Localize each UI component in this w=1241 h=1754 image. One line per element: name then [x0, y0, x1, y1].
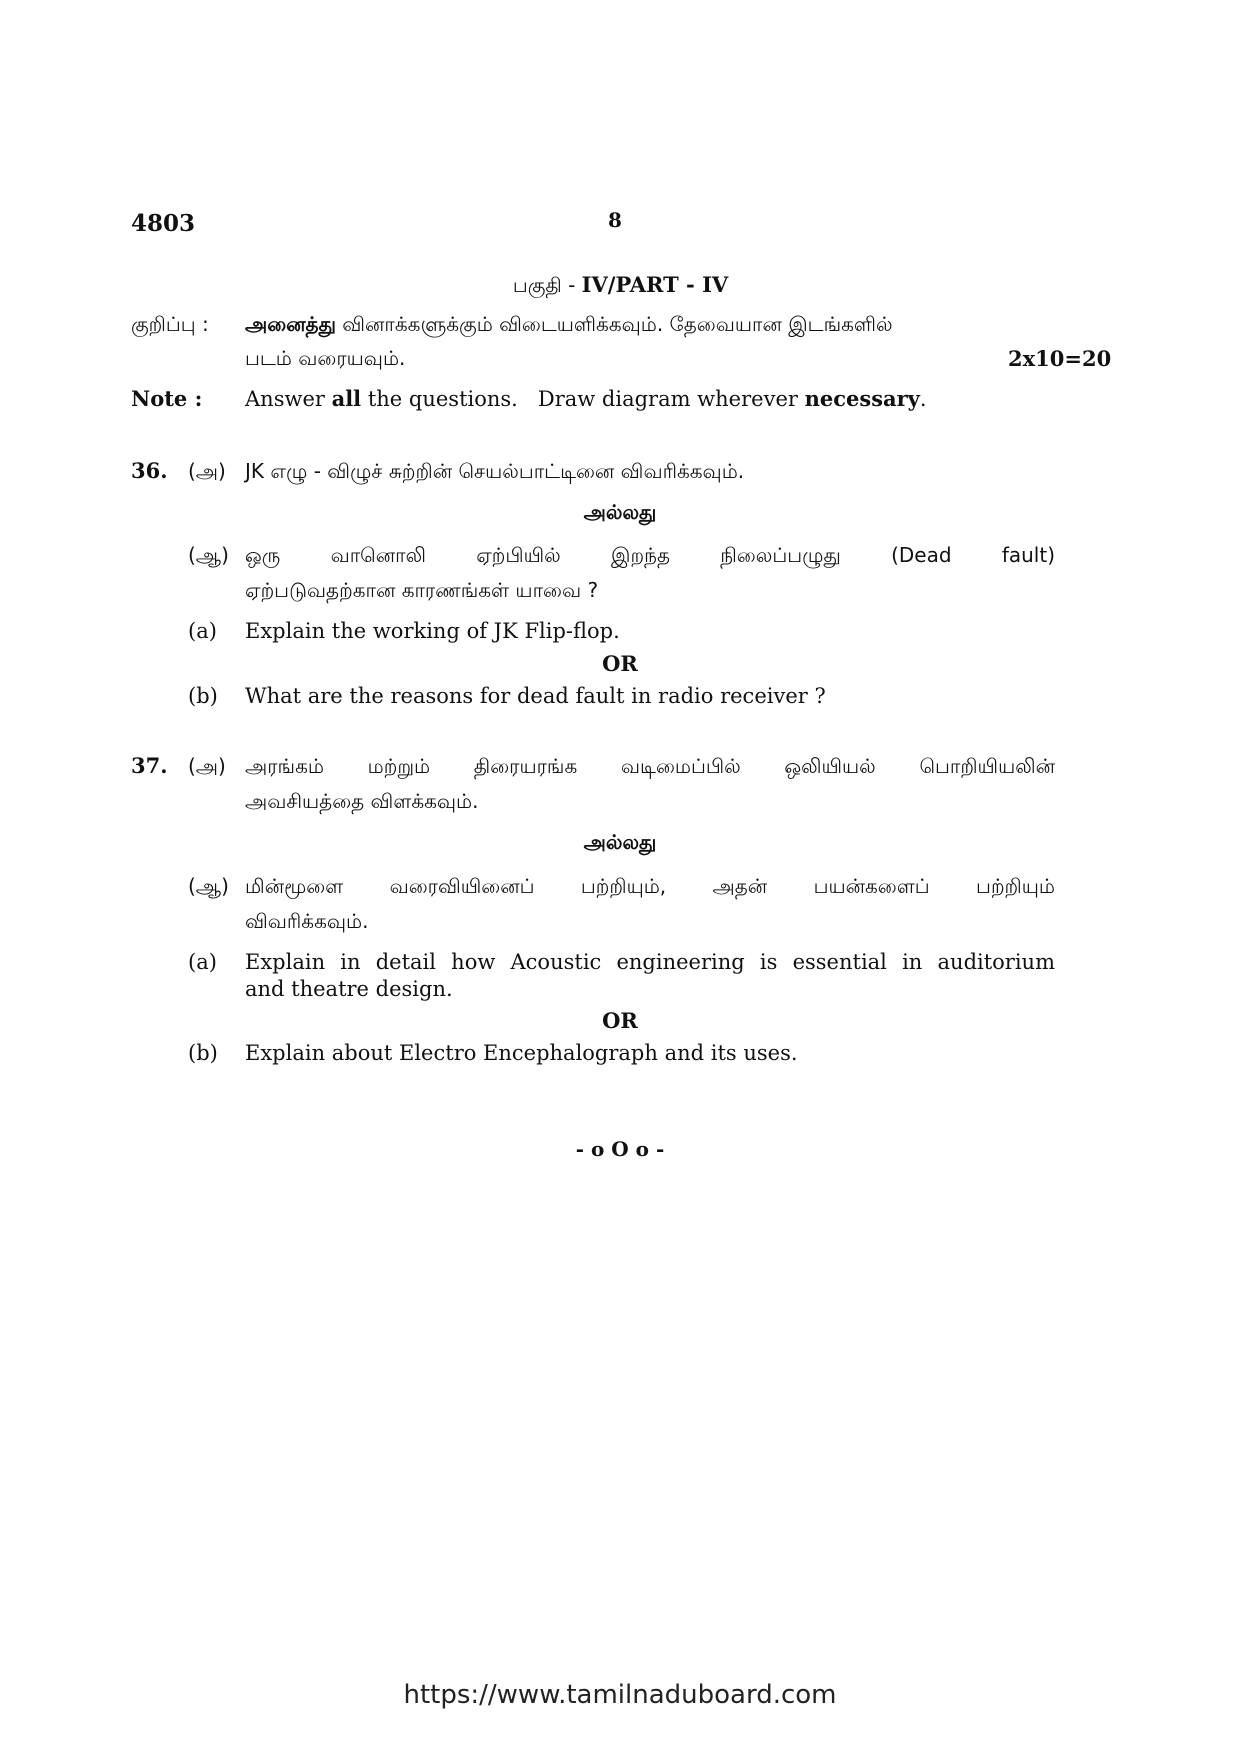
question-37-eng-or: OR [602, 1008, 638, 1033]
question-37-tamil-a-marker: (அ) [188, 754, 226, 778]
english-note-bold-all: all [331, 386, 362, 411]
part-title [0, 272, 1241, 300]
question-37-tamil-b-line1: மின்மூளை வரைவியினைப் பற்றியும், அதன் பயன்களைப் பற்றியும் [245, 874, 1055, 898]
footer-url: https://www.tamilnaduboard.com [403, 1680, 837, 1710]
end-mark: - o O o - [575, 1137, 665, 1161]
tamil-note-bold-word: அனைத்து [245, 312, 336, 336]
question-37-tamil-a-line1: அரங்கம் மற்றும் திரையரங்க வடிமைப்பில் ஒலியியல் பொறியியலின் [245, 754, 1055, 778]
question-36-number: 36. [131, 458, 168, 483]
english-note-text [245, 386, 927, 411]
question-36-eng-a-marker: (a) [188, 619, 217, 643]
question-37-number: 37. [131, 753, 168, 778]
question-36-tamil-or: அல்லது [583, 500, 657, 524]
page-number: 8 [608, 208, 622, 232]
english-note-part1: Answer [245, 387, 332, 411]
part-title-english: IV/PART - IV [581, 272, 729, 297]
english-note-part2: the questions. Draw diagram wherever [361, 387, 805, 411]
question-37-tamil-b-marker: (ஆ) [188, 874, 229, 898]
question-36-eng-a: Explain the working of JK Flip-flop. [245, 619, 620, 643]
english-note-part3: . [919, 387, 927, 411]
question-36-eng-b: What are the reasons for dead fault in radio receiver ? [245, 684, 826, 708]
question-37-eng-b: Explain about Electro Encephalograph and its uses. [245, 1041, 798, 1065]
question-37-tamil-a-line2: அவசியத்தை விளக்கவும். [245, 789, 479, 813]
question-37-tamil-or: அல்லது [583, 830, 657, 854]
paper-code: 4803 [131, 210, 196, 237]
question-37-eng-b-marker: (b) [188, 1041, 218, 1065]
part-title-tamil: பகுதி - [512, 273, 582, 297]
question-36-tamil-b-line1: ஒரு வானொலி ஏற்பியில் இறந்த நிலைப்பழுது (Dead fault) [245, 543, 1055, 567]
question-36-eng-or: OR [602, 651, 638, 676]
english-note-bold-necessary: necessary [804, 386, 920, 411]
question-37-tamil-b-line2: விவரிக்கவும். [245, 909, 369, 933]
question-36-tamil-a: JK எழு - விழுச் சுற்றின் செயல்பாட்டினை விவரிக்கவும். [245, 459, 745, 483]
question-36-tamil-b-marker: (ஆ) [188, 543, 229, 567]
question-37-eng-a-line1: Explain in detail how Acoustic engineering is essential in auditorium [245, 950, 1055, 974]
tamil-note-rest: வினாக்களுக்கும் விடையளிக்கவும். தேவையான இடங்களில் [335, 312, 893, 336]
question-36-tamil-a-marker: (அ) [188, 459, 226, 483]
english-note-label: Note : [131, 386, 203, 411]
question-36-tamil-b-line2: ஏற்படுவதற்கான காரணங்கள் யாவை ? [245, 578, 599, 602]
question-37-eng-a-line2: and theatre design. [245, 977, 453, 1001]
tamil-note-line2: படம் வரையவும். [245, 346, 406, 370]
tamil-note-label: குறிப்பு : [131, 312, 209, 336]
tamil-note-line1 [245, 312, 1100, 339]
question-36-eng-b-marker: (b) [188, 684, 218, 708]
marks-allocation: 2x10=20 [1008, 346, 1112, 371]
question-37-eng-a-marker: (a) [188, 950, 217, 974]
